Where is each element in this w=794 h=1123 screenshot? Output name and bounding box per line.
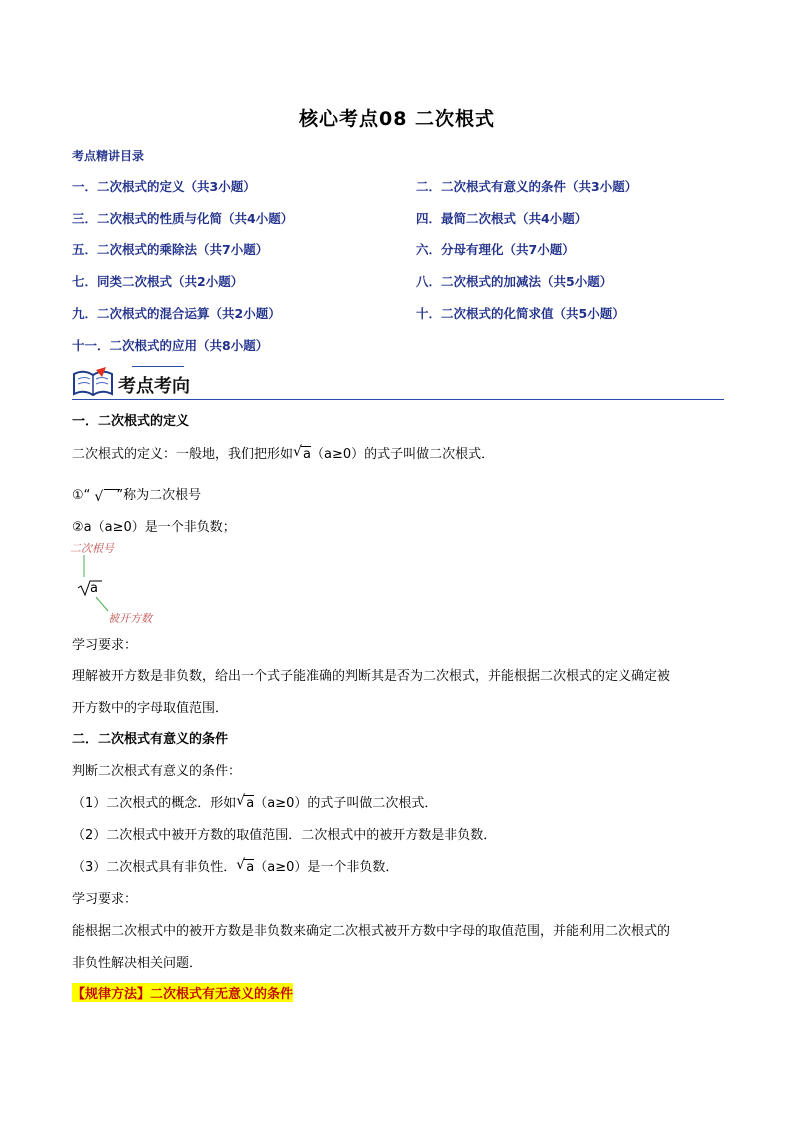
toc-heading: 考点精讲目录 [72, 149, 145, 163]
toc-item[interactable]: 二．二次根式有意义的条件（共3小题） [416, 179, 638, 194]
toc-item[interactable]: 八．二次根式的加减法（共5小题） [416, 274, 613, 289]
radicand-label: 被开方数 [108, 612, 152, 625]
requirement-text: 非负性解决相关问题． [72, 956, 203, 971]
method-highlight: 【规律方法】二次根式有无意义的条件 [72, 983, 293, 1002]
condition-3: （3）二次根式具有非负性． √ a（a≥0）是一个非负数． [72, 857, 399, 875]
page-title: 核心考点08 二次根式 [298, 108, 496, 130]
requirement-text: 开方数中的字母取值范围． [72, 701, 229, 716]
radical-sign-label: 二次根号 [70, 542, 114, 555]
point-2: ②a（a≥0）是一个非负数； [72, 520, 236, 535]
condition-2: （2）二次根式中被开方数的取值范围．二次根式中的被开方数是非负数． [72, 828, 497, 843]
banner-divider [72, 399, 724, 400]
condition-1: （1）二次根式的概念．形如 √ a（a≥0）的式子叫做二次根式． [72, 793, 438, 811]
section-heading: 一．二次根式的定义 [72, 414, 190, 429]
requirement-label: 学习要求： [72, 638, 138, 653]
toc-item[interactable]: 九．二次根式的混合运算（共2小题） [72, 306, 281, 321]
toc-item[interactable]: 十．二次根式的化简求值（共5小题） [416, 306, 625, 321]
toc-item[interactable]: 十一．二次根式的应用（共8小题） [72, 338, 269, 353]
point-1: ①“ √ ”称为二次根号 [72, 488, 202, 505]
open-book-icon [72, 366, 114, 398]
banner-accent-line [132, 366, 184, 367]
section-heading: 二．二次根式有意义的条件 [72, 732, 229, 747]
toc-item[interactable]: 七．同类二次根式（共2小题） [72, 274, 244, 289]
toc-item[interactable]: 六．分母有理化（共7小题） [416, 242, 575, 257]
requirement-text: 能根据二次根式中的被开方数是非负数来确定二次根式被开方数中字母的取值范围，并能利用二次根式的 [72, 924, 671, 939]
condition-intro: 判断二次根式有意义的条件： [72, 764, 242, 779]
requirement-text: 理解被开方数是非负数，给出一个式子能准确的判断其是否为二次根式，并能根据二次根式的定义确定被 [72, 669, 671, 684]
toc-item[interactable]: 三．二次根式的性质与化简（共4小题） [72, 211, 294, 226]
toc-item[interactable]: 一．二次根式的定义（共3小题） [72, 179, 256, 194]
toc-item[interactable]: 四．最简二次根式（共4小题） [416, 211, 588, 226]
requirement-label: 学习要求： [72, 892, 138, 907]
toc-item[interactable]: 五．二次根式的乘除法（共7小题） [72, 242, 269, 257]
section-banner: 考点考向 [118, 376, 190, 397]
radicand-symbol: a [90, 581, 98, 596]
definition-text: 二次根式的定义：一般地，我们把形如 √ a（a≥0）的式子叫做二次根式． [72, 444, 495, 462]
